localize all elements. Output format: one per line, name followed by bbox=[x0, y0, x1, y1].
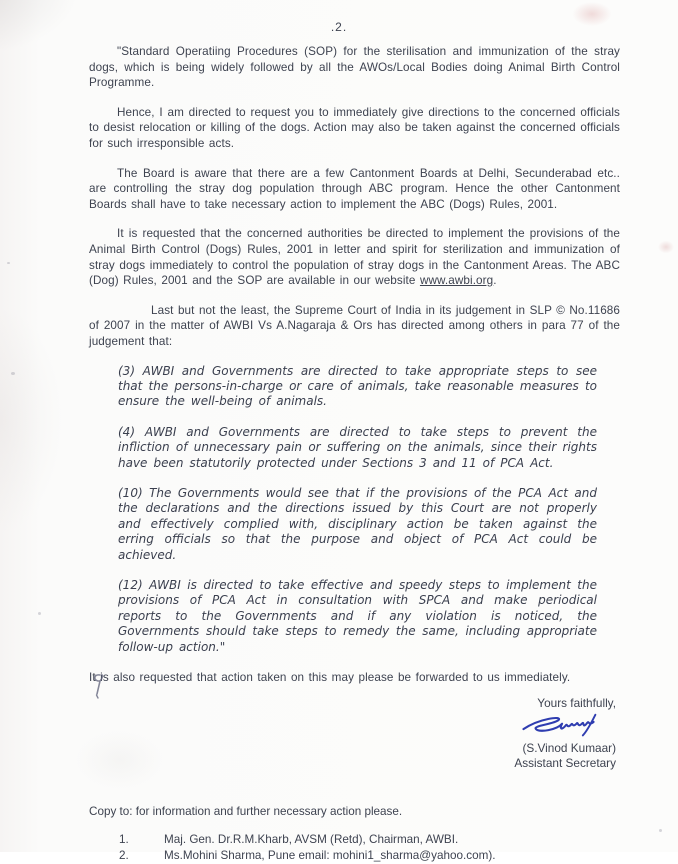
paragraph-text: It is requested that the concerned authorities be directed to implement the provisions of the Animal Birth Control (Dogs) Rules, 2001 in letter and spirit for sterilization and immunization of stray dogs immediately to control the population of stray dogs in the Cantonment Areas. The ABC (Dog) Rules, 2001 and the SOP are available in our website bbox=[89, 227, 620, 288]
letter-paragraph: Hence, I am directed to request you to immediately give directions to the concerned officials to desist relocation or killing of the dogs. Action may also be taken against the concerned officials for such irresponsible acts. bbox=[89, 105, 620, 150]
scan-artifact bbox=[38, 612, 41, 615]
judgement-quote: (10) The Governments would see that if the provisions of the PCA Act and the declarations and the directions issued by this Court are not properly and effectively complied with, disciplinary action be taken against the erring officials so that the purpose and object of PCA Act could be achieved. bbox=[118, 485, 597, 562]
list-item bbox=[119, 848, 620, 864]
list-item-text: Maj. Gen. Dr.R.M.Kharb, AVSM (Retd), Chairman, AWBI. bbox=[164, 832, 459, 846]
signature-ink bbox=[89, 712, 610, 743]
page-number: .2. bbox=[330, 20, 348, 34]
letter-paragraph: Last but not the least, the Supreme Court of India in its judgement in SLP © No.11686 of 2007 in the matter of AWBI Vs A.Nagaraja & Ors has directed among others in para 77 of the judgement that: bbox=[89, 303, 620, 348]
list-item-number: 2. bbox=[119, 848, 129, 862]
valediction: Yours faithfully, bbox=[537, 695, 616, 710]
copy-to-list bbox=[119, 832, 620, 864]
scan-artifact bbox=[11, 372, 15, 375]
scan-artifact bbox=[7, 262, 10, 264]
judgement-quote: (12) AWBI is directed to take effective and speedy steps to implement the provisions of PCA Act in consultation with SPCA and make periodical reports to the Governments and if any violation is noticed, the Governments should take steps to remedy the same, including appropriate follow-up action." bbox=[118, 577, 597, 654]
closing-request-line: It is also requested that action taken on this may please be forwarded to us immediately. bbox=[89, 671, 571, 684]
judgement-quote: (4) AWBI and Governments are directed to take steps to prevent the infliction of unnecessary pain or suffering on the animals, since their rights have been statutorily protected under Sections 3 and 11 of PCA Act. bbox=[118, 424, 597, 470]
handwritten-signature-icon bbox=[516, 712, 610, 739]
judgement-quote: (3) AWBI and Governments are directed to take appropriate steps to see that the persons-in-charge or care of animals, take reasonable measures to ensure the well-being of animals. bbox=[118, 363, 597, 409]
letter-paragraph bbox=[89, 226, 620, 288]
list-item bbox=[119, 832, 620, 848]
copy-to-heading: Copy to: for information and further necessary action please. bbox=[89, 804, 403, 818]
letter-body bbox=[89, 44, 620, 864]
letter-paragraph: The Board is aware that there are a few Cantonment Boards at Delhi, Secunderabad etc.. are controlling the stray dog population through ABC program. Hence the other Cantonment Boards shall have to take necessary action to implement the ABC (Dogs) Rules, 2001. bbox=[89, 166, 620, 211]
pen-mark-icon bbox=[90, 672, 106, 707]
letter-paragraph: "Standard Operatiing Procedures (SOP) for the sterilisation and immunization of the stray dogs, which is being widely followed by all the AWOs/Local Bodies doing Animal Birth Control Programme. bbox=[89, 45, 620, 90]
signatory-title: Assistant Secretary bbox=[514, 755, 616, 770]
list-item-number: 1. bbox=[119, 832, 129, 846]
paragraph-text: . bbox=[493, 274, 497, 288]
signatory-name: (S.Vinod Kumaar) bbox=[522, 740, 616, 755]
scan-artifact bbox=[659, 829, 662, 832]
list-item-text: Ms.Mohini Sharma, Pune email: mohini1_sharma@yahoo.com). bbox=[164, 848, 496, 862]
website-link[interactable]: www.awbi.org bbox=[419, 274, 494, 288]
judgement-quote-block bbox=[118, 364, 597, 656]
signature-block bbox=[89, 696, 616, 771]
